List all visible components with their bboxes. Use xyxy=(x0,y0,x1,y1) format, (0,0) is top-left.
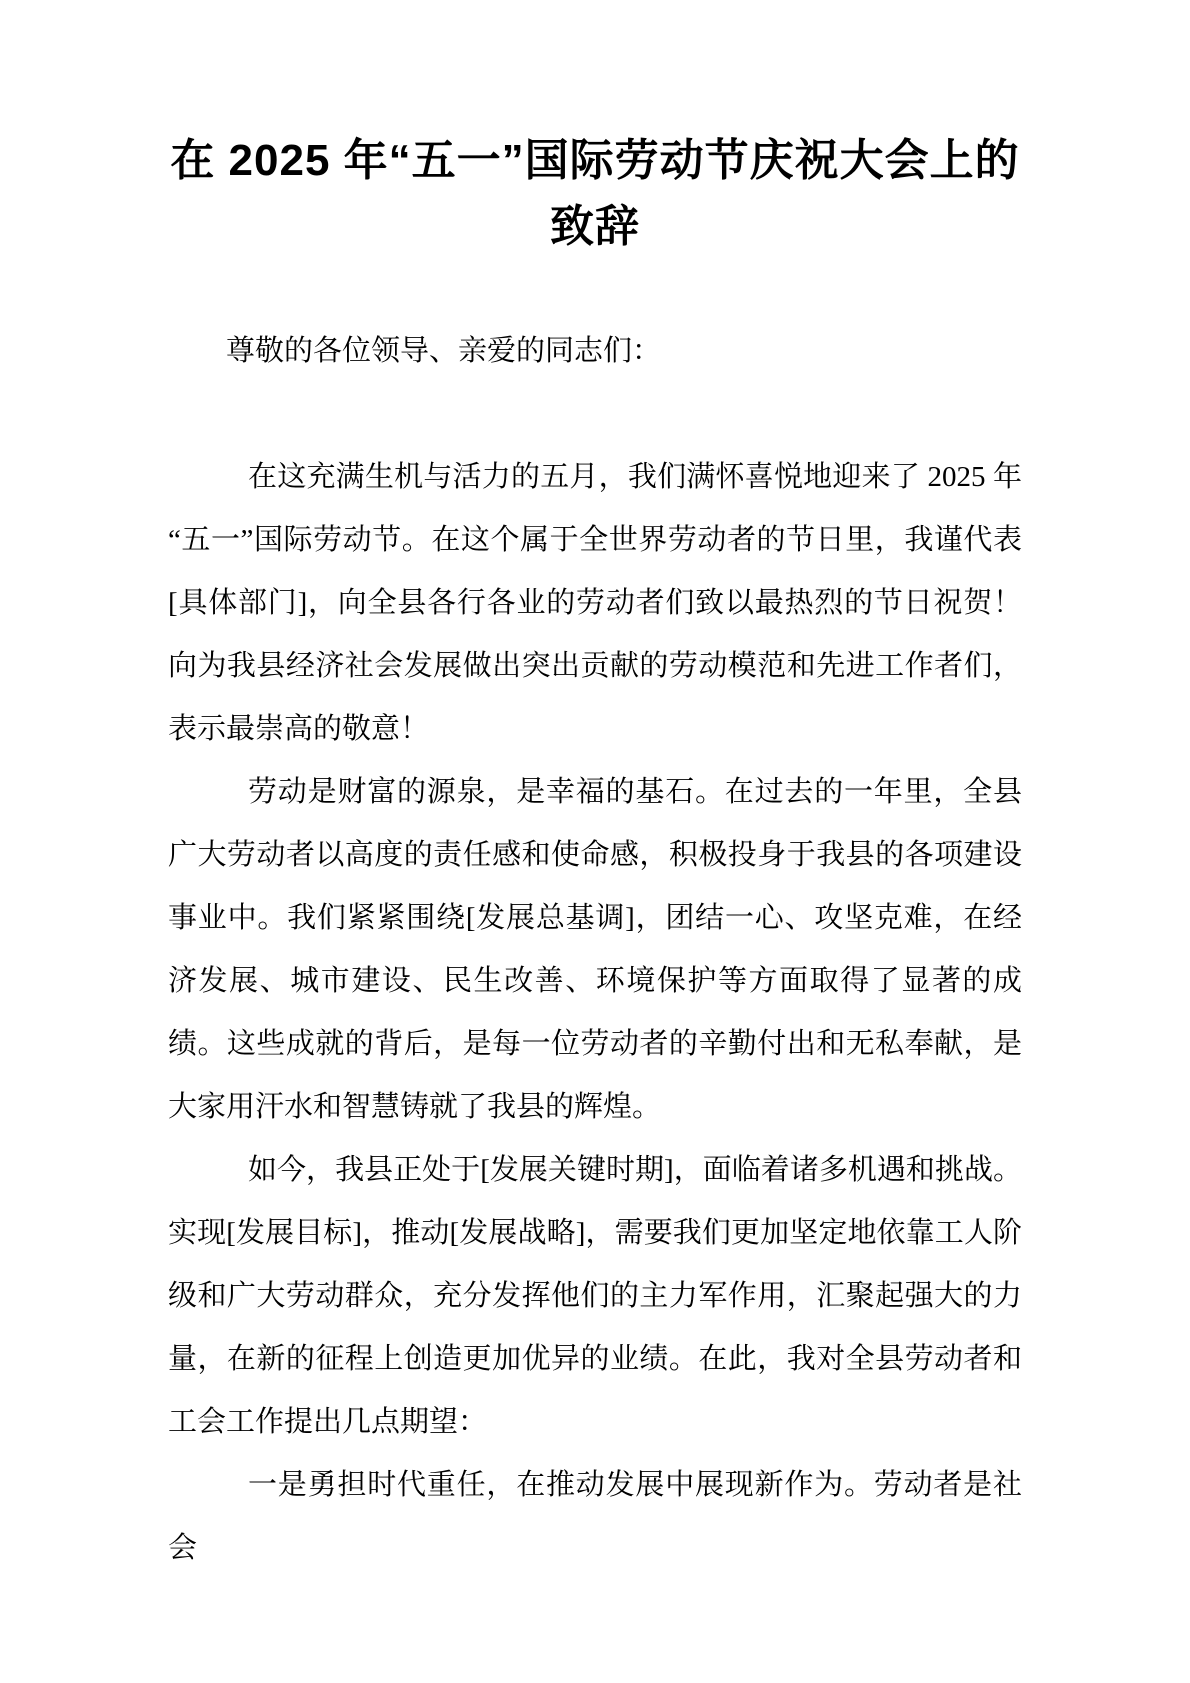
paragraph-opening: 在这充满生机与活力的五月，我们满怀喜悦地迎来了 2025 年“五一”国际劳动节。在这个属于全世界劳动者的节日里，我谨代表[具体部门]，向全县各行各业的劳动者们致以最热烈的节日祝贺！向为我县经济社会发展做出突出贡献的劳动模范和先进工作者们，表示最崇高的敬意！ xyxy=(168,461,1022,745)
greeting-line: 尊敬的各位领导、亲爱的同志们： xyxy=(226,335,662,367)
paragraph-review: 劳动是财富的源泉，是幸福的基石。在过去的一年里，全县广大劳动者以高度的责任感和使命感，积极投身于我县的各项建设事业中。我们紧紧围绕[发展总基调]，团结一心、攻坚克难，在经济发展、城市建设、民生改善、环境保护等方面取得了显著的成绩。这些成就的背后，是每一位劳动者的辛勤付出和无私奉献，是大家用汗水和智慧铸就了我县的辉煌。 xyxy=(168,776,1022,1123)
document-title: 在 2025 年“五一”国际劳动节庆祝大会上的致辞 xyxy=(170,136,1020,251)
paragraph-expectation-truncated: 一是勇担时代重任，在推动发展中展现新作为。劳动者是社会 xyxy=(168,1469,1022,1564)
paragraph-outlook: 如今，我县正处于[发展关键时期]，面临着诸多机遇和挑战。实现[发展目标]，推动[发展战略]，需要我们更加坚定地依靠工人阶级和广大劳动群众，充分发挥他们的主力军作用，汇聚起强大的力量，在新的征程上创造更加优异的业绩。在此，我对全县劳动者和工会工作提出几点期望： xyxy=(168,1154,1022,1438)
